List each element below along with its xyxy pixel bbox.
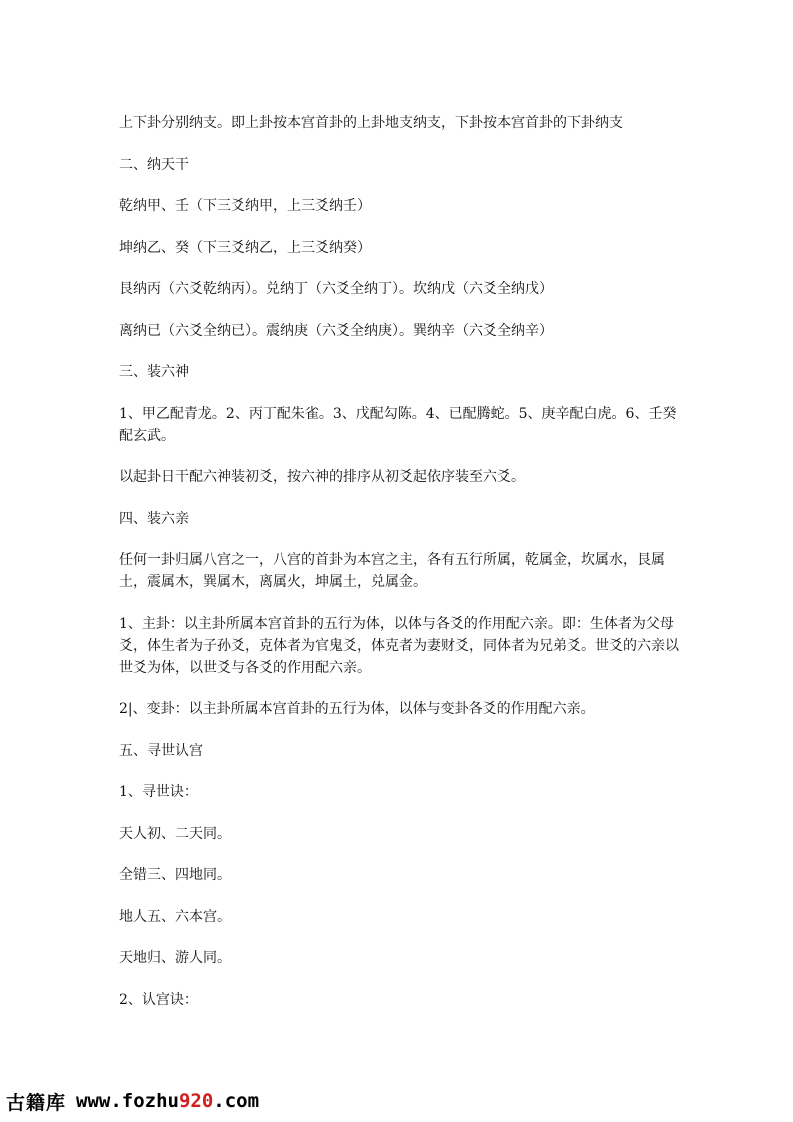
- paragraph: 2、认宫诀：: [119, 991, 198, 1008]
- paragraph: 2|、变卦：以主卦所属本宫首卦的五行为体，以体与变卦各爻的作用配六亲。: [119, 701, 595, 717]
- section-heading: 三、装六神: [119, 364, 189, 380]
- watermark-site-name: 古籍库: [6, 1091, 67, 1114]
- section-heading: 二、纳天干: [119, 156, 189, 173]
- paragraph: 离纳已（六爻全纳已）。震纳庚（六爻全纳庚）。巽纳辛（六爻全纳辛）: [119, 322, 553, 339]
- document-body: [119, 112, 679, 1030]
- paragraph: 地人五、六本宫。: [119, 908, 231, 925]
- paragraph: 1、主卦：以主卦所属本宫首卦的五行为体，以体与各爻的作用配六亲。即：生体者为父母爻，体生者为子孙爻，克体者为官鬼爻，体克者为妻财爻，同体者为兄弟爻。世爻的六亲以世爻为体，以世爻与各爻的作用配六亲。: [119, 615, 679, 676]
- watermark-url-suffix: .com: [213, 1090, 260, 1112]
- watermark-url: [76, 1090, 259, 1112]
- paragraph: 任何一卦归属八宫之一，八宫的首卦为本宫之主，各有五行所属，乾属金，坎属水，艮属土，震属木，巽属木，离属火，坤属土，兑属金。: [119, 552, 665, 590]
- paragraph: 天人初、二天同。: [119, 825, 231, 842]
- paragraph: 1、甲乙配青龙。2、丙丁配朱雀。3、戊配勾陈。4、已配腾蛇。5、庚辛配白虎。6、壬癸配玄武。: [119, 405, 677, 444]
- paragraph: 上下卦分别纳支。即上卦按本宫首卦的上卦地支纳支，下卦按本宫首卦的下卦纳支: [119, 115, 623, 131]
- watermark-url-number: 920: [178, 1090, 214, 1112]
- paragraph: 乾纳甲、壬（下三爻纳甲，上三爻纳壬）: [119, 198, 371, 214]
- section-heading: 四、装六亲: [119, 510, 189, 527]
- watermark-url-prefix: www.fozhu: [76, 1090, 179, 1112]
- paragraph: 天地归、游人同。: [119, 950, 231, 966]
- paragraph: 1、寻世诀：: [119, 784, 198, 800]
- paragraph: 坤纳乙、癸（下三爻纳乙，上三爻纳癸）: [119, 239, 371, 256]
- paragraph: 艮纳丙（六爻乾纳丙）。兑纳丁（六爻全纳丁）。坎纳戊（六爻全纳戊）: [119, 281, 553, 297]
- paragraph: 全错三、四地同。: [119, 867, 231, 883]
- section-heading: 五、寻世认宫: [119, 742, 203, 759]
- paragraph: 以起卦日干配六神装初爻，按六神的排序从初爻起依序装至六爻。: [119, 469, 525, 485]
- site-watermark: [0, 1084, 260, 1118]
